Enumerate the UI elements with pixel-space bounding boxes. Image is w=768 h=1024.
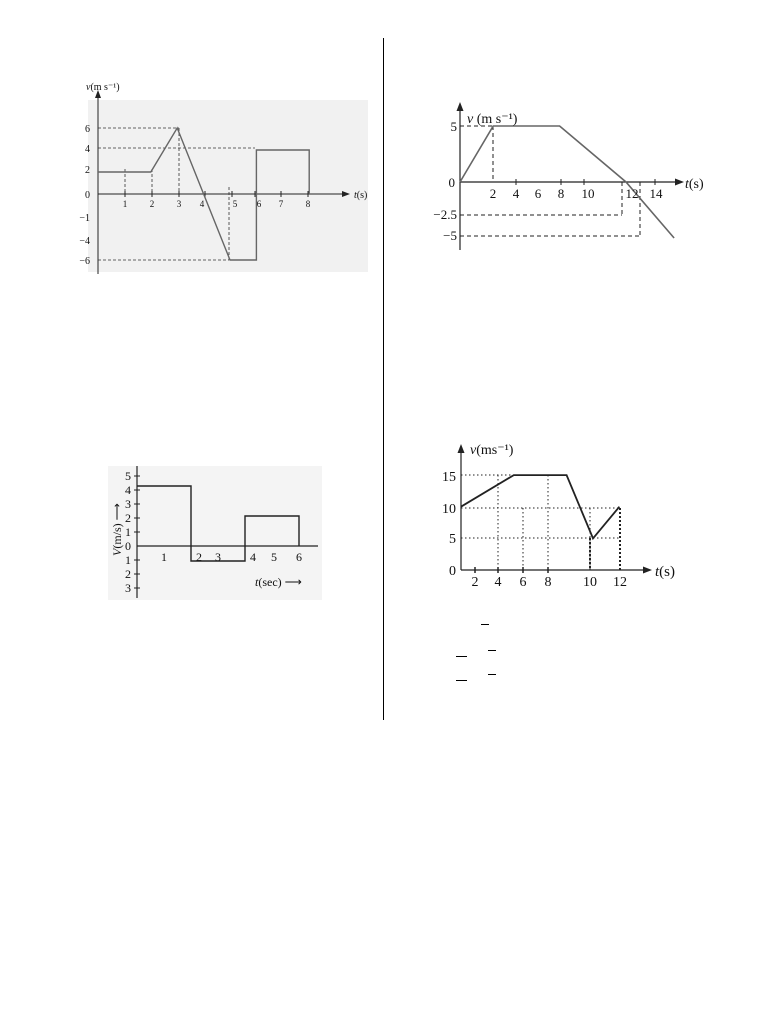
- graph-3-xtick: 4: [250, 550, 256, 564]
- graph-1-ytick: −1: [79, 213, 90, 224]
- graph-3-ytick: 4: [125, 483, 131, 497]
- graph-3-ylabel: V(m/s) ⟶: [110, 503, 124, 556]
- graph-3-ytick: 1: [125, 525, 131, 539]
- graph-4-ylabel: v(ms⁻¹): [470, 443, 514, 458]
- graph-1-ytick: 6: [85, 124, 90, 135]
- graph-3-ytick: 1: [125, 553, 131, 567]
- graph-2-x-arrow: [675, 179, 684, 186]
- graph-4-xtick: 12: [613, 575, 627, 590]
- graph-1-ylabel: v(m s⁻¹): [86, 82, 120, 93]
- graph-4-velocity-line: [461, 475, 619, 538]
- dash-mark: [488, 650, 496, 651]
- graph-2-ytick: 0: [448, 175, 455, 190]
- graph-4-ytick: 10: [442, 502, 456, 517]
- graph-4-xtick: 8: [544, 575, 552, 590]
- graph-3-ytick: 3: [125, 497, 131, 511]
- graph-2-xtick: 6: [534, 186, 542, 201]
- column-divider: [383, 38, 384, 720]
- graph-2-xtick: 12: [625, 186, 639, 201]
- graph-1-xtick: 3: [176, 199, 182, 209]
- graph-2-xtick: 14: [649, 186, 663, 201]
- graph-1-xtick: 5: [232, 199, 238, 209]
- graph-3-xtick: 5: [271, 550, 277, 564]
- graph-3-ytick: 2: [125, 567, 131, 581]
- graph-3-xtick: 6: [296, 550, 302, 564]
- graph-1-xtick: 6: [256, 199, 262, 209]
- graph-4: [440, 438, 690, 593]
- graph-3-xtick: 3: [215, 550, 221, 564]
- graph-2-xtick: 4: [512, 186, 520, 201]
- graph-2-ytick: −2.5: [433, 207, 457, 222]
- graph-1-xtick: 2: [149, 199, 155, 209]
- dash-mark: [481, 624, 489, 625]
- graph-3-xlabel: t(sec) ⟶: [255, 575, 302, 589]
- dash-mark: [456, 656, 467, 657]
- graph-3-ytick: 2: [125, 511, 131, 525]
- graph-2-ytick: −5: [443, 228, 457, 243]
- graph-4-ytick: 0: [449, 564, 456, 579]
- graph-3-ytick: 0: [125, 539, 131, 553]
- dash-mark: [456, 680, 467, 681]
- graph-1-svg: [70, 75, 380, 290]
- graph-2-ylabel: v (m s⁻¹): [467, 112, 518, 127]
- graph-4-xtick: 10: [583, 575, 597, 590]
- graph-4-guides: [461, 475, 620, 570]
- graph-3-xtick: 1: [161, 550, 167, 564]
- dash-mark: [488, 674, 496, 675]
- graph-4-drop-lines: [590, 508, 620, 570]
- graph-2-y-arrow: [457, 102, 464, 111]
- graph-1-xtick: 1: [122, 199, 128, 209]
- graph-4-svg: [440, 438, 690, 593]
- graph-4-y-arrow: [458, 444, 465, 453]
- graph-4-xtick: 4: [494, 575, 502, 590]
- graph-1: [70, 75, 380, 290]
- graph-1-xtick: 4: [199, 199, 205, 209]
- graph-4-ytick: 5: [449, 532, 456, 547]
- graph-2-xlabel: t(s): [685, 177, 704, 192]
- graph-1-bg: [88, 100, 368, 272]
- graph-2-xtick: 2: [489, 186, 497, 201]
- graph-2: [420, 95, 710, 255]
- graph-2-ytick: 5: [450, 119, 457, 134]
- graph-1-ytick: 4: [85, 144, 90, 155]
- graph-1-ytick: 2: [85, 165, 90, 176]
- graph-3: [100, 462, 330, 607]
- graph-4-x-arrow: [643, 567, 652, 574]
- graph-3-xtick: 2: [196, 550, 202, 564]
- graph-2-svg: [420, 95, 710, 255]
- graph-1-xtick: 7: [278, 199, 284, 209]
- graph-4-xtick: 2: [471, 575, 479, 590]
- graph-1-ytick: −4: [79, 236, 90, 247]
- graph-2-guides: [460, 126, 640, 236]
- graph-3-ytick: 5: [125, 469, 131, 483]
- graph-1-ytick: 0: [85, 190, 90, 201]
- graph-2-xtick: 8: [557, 186, 565, 201]
- graph-1-ytick: −6: [79, 256, 90, 267]
- graph-4-xtick: 6: [519, 575, 527, 590]
- graph-3-svg: [100, 462, 330, 607]
- graph-2-xtick: 10: [581, 186, 595, 201]
- graph-1-xtick: 8: [305, 199, 311, 209]
- graph-4-xlabel: t(s): [655, 564, 675, 580]
- graph-3-ytick: 3: [125, 581, 131, 595]
- graph-1-xlabel: t(s): [354, 190, 368, 201]
- graph-4-ytick: 15: [442, 470, 456, 485]
